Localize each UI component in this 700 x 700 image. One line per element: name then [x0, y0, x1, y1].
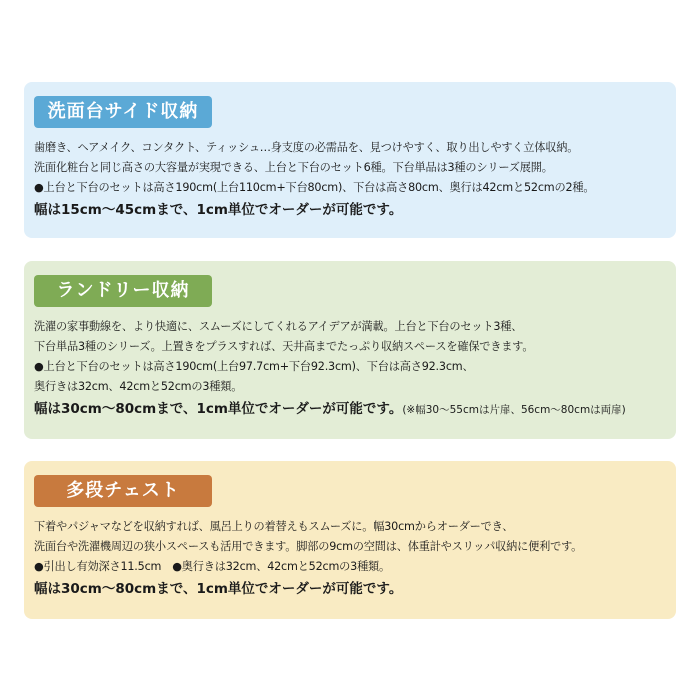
- emphasis-text: 幅は30cm〜80cmまで、1cm単位でオーダーが可能です。: [34, 581, 403, 597]
- emphasis-text: 幅は15cm〜45cmまで、1cm単位でオーダーが可能です。: [34, 202, 403, 218]
- spec-line: ●上台と下台のセットは高さ190cm(上台97.7cm+下台92.3cm)、下台は高さ92.3cm、: [34, 360, 474, 373]
- section-title-badge: ランドリー収納: [34, 275, 212, 307]
- spec-line: ●引出し有効深さ11.5cm ●奥行きは32cm、42cmと52cmの3種類。: [34, 560, 391, 573]
- door-note: (※幅30〜55cmは片扉、56cm〜80cmは両扉): [402, 404, 626, 416]
- description-line: 下着やパジャマなどを収納すれば、風呂上りの着替えもスムーズに。幅30cmからオーダーでき、: [34, 520, 514, 533]
- description-line: 歯磨き、ヘアメイク、コンタクト、ティッシュ…身支度の必需品を、見つけやすく、取り出しやすく立体収納。: [34, 141, 579, 154]
- order-size-note: [34, 397, 666, 422]
- emphasis-text: 幅は30cm〜80cmまで、1cm単位でオーダーが可能です。: [34, 401, 403, 417]
- section-title-badge: 洗面台サイド収納: [34, 96, 212, 128]
- section-title-badge: 多段チェスト: [34, 475, 212, 507]
- section-multi-drawer-chest: [24, 461, 676, 619]
- description-line: 洗面化粧台と同じ高さの大容量が実現できる、上台と下台のセット6種。下台単品は3種のシリーズ展開。: [34, 161, 553, 174]
- spec-line: ●上台と下台のセットは高さ190cm(上台110cm+下台80cm)、下台は高さ80cm、奥行は42cmと52cmの2種。: [34, 181, 595, 194]
- order-size-note: [34, 577, 666, 601]
- spec-line: 奥行きは32cm、42cmと52cmの3種類。: [34, 380, 243, 393]
- description-line: 洗濯の家事動線を、より快適に、スムーズにしてくれるアイデアが満載。上台と下台のセット3種、: [34, 320, 523, 333]
- order-size-note: [34, 198, 666, 222]
- section-washstand-side-storage: [24, 82, 676, 238]
- description-line: 下台単品3種のシリーズ。上置きをプラスすれば、天井高までたっぷり収納スペースを確保できます。: [34, 340, 534, 353]
- description-line: 洗面台や洗濯機周辺の狭小スペースも活用できます。脚部の9cmの空間は、体重計やスリッパ収納に便利です。: [34, 540, 583, 553]
- section-laundry-storage: [24, 261, 676, 439]
